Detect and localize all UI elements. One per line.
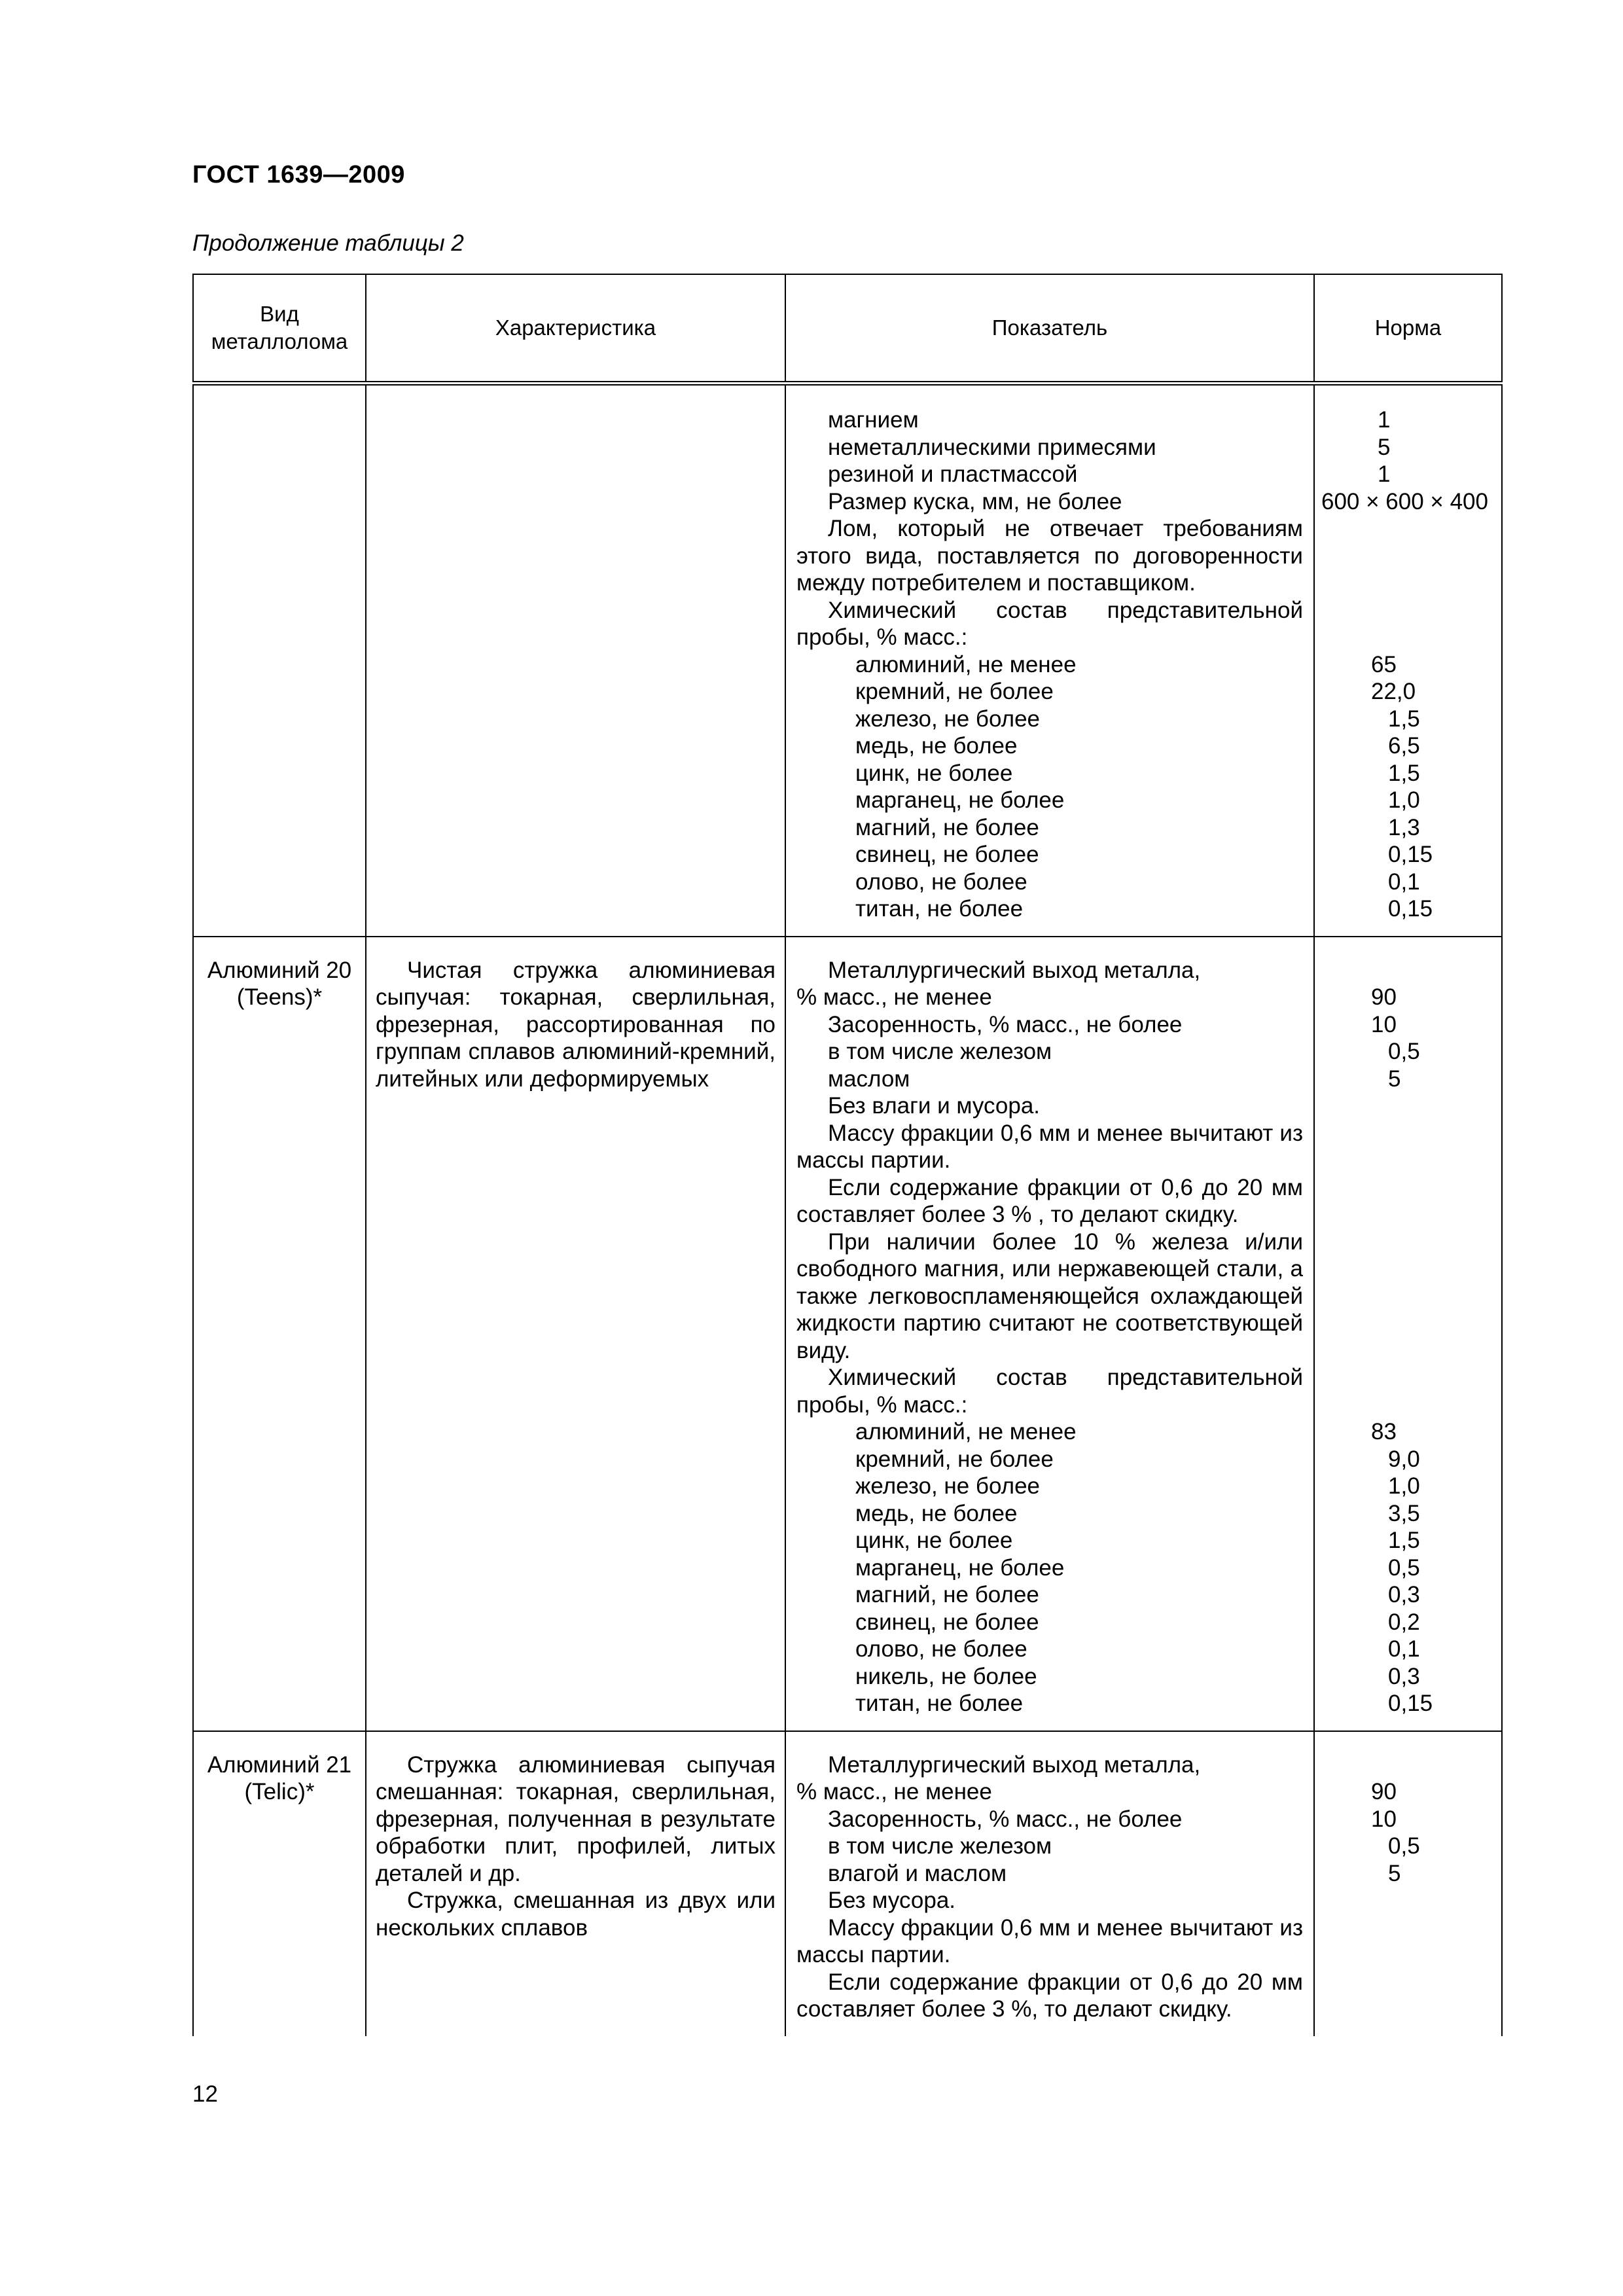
- norm-value: 90: [1371, 1779, 1397, 1804]
- scrap-type-code: (Teens)*: [236, 984, 323, 1010]
- table-header-row: [193, 274, 1502, 384]
- norm-value: 1,5: [1388, 1528, 1420, 1553]
- indicator-line: Металлургический выход металла,: [828, 1751, 1201, 1778]
- indicator-paragraph: Если содержание фракции от 0,6 до 20 мм составляет более 3 %, то делают скидку.: [796, 1969, 1303, 2022]
- norm-cell: [1314, 384, 1502, 937]
- indicator-line: железо, не более: [855, 706, 1041, 732]
- norm-value: 1,5: [1388, 706, 1420, 732]
- indicator-line: алюминий, не менее: [855, 651, 1077, 677]
- document-header: ГОСТ 1639—2009: [192, 161, 405, 188]
- norm-value: 0,5: [1388, 1833, 1420, 1859]
- norm-value: 0,3: [1388, 1582, 1420, 1607]
- norm-value: 0,1: [1388, 869, 1420, 895]
- indicator-line: в том числе железом: [828, 1833, 1052, 1859]
- indicator-line: магний, не более: [855, 814, 1039, 840]
- norm-value: 90: [1371, 984, 1397, 1010]
- norm-value: 22,0: [1371, 679, 1416, 704]
- column-header-type: Вид металлолома: [193, 274, 366, 384]
- indicator-cell: [785, 937, 1314, 1731]
- indicator-line: маслом: [828, 1066, 910, 1092]
- indicator-paragraph: Массу фракции 0,6 мм и менее вычитают из массы партии.: [796, 1120, 1303, 1173]
- indicator-line: % масс., не менее: [796, 984, 992, 1010]
- indicator-line: Без влаги и мусора.: [828, 1093, 1041, 1119]
- scrap-type-name: Алюминий 21: [207, 1751, 352, 1778]
- norm-value: 1,3: [1388, 814, 1420, 840]
- indicator-line: % масс., не менее: [796, 1779, 992, 1804]
- table-row: [193, 384, 1502, 937]
- norm-value: 1: [1378, 407, 1391, 433]
- indicator-line: марганец, не более: [855, 1554, 1065, 1581]
- norm-value: 10: [1371, 1806, 1397, 1832]
- page-number: 12: [192, 2081, 218, 2107]
- scrap-type-code: (Telic)*: [244, 1779, 315, 1804]
- column-header-characteristic: Характеристика: [366, 274, 785, 384]
- column-header-indicator: Показатель: [785, 274, 1314, 384]
- norm-value: 5: [1378, 434, 1391, 460]
- norm-value: 9,0: [1388, 1446, 1420, 1472]
- norm-value: 1: [1378, 461, 1391, 487]
- indicator-line: никель, не более: [855, 1663, 1037, 1689]
- specification-table: [192, 274, 1503, 2036]
- characteristic-text: Стружка алюминиевая сыпучая смешанная: токарная, сверлильная, фрезерная, полученная в результате обработки плит, профилей, литых деталей и др.: [376, 1751, 776, 1886]
- indicator-line: в том числе железом: [828, 1039, 1052, 1064]
- indicator-line: Без мусора.: [828, 1888, 956, 1913]
- column-header-norm: Норма: [1314, 274, 1502, 384]
- norm-value: 0,15: [1388, 1691, 1433, 1716]
- indicator-line: свинец, не более: [855, 842, 1039, 867]
- indicator-line: медь, не более: [855, 733, 1018, 759]
- indicator-line: неметаллическими примесями: [828, 434, 1156, 460]
- indicator-paragraph: Химический состав представительной пробы, % масс.:: [796, 597, 1303, 650]
- table-row: [193, 1731, 1502, 2036]
- characteristic-text: Стружка, смешанная из двух или нескольких сплавов: [376, 1888, 776, 1941]
- norm-value: 1,0: [1388, 787, 1420, 813]
- indicator-paragraph: Если содержание фракции от 0,6 до 20 мм составляет более 3 % , то делают скидку.: [796, 1174, 1303, 1227]
- norm-value: 5: [1388, 1066, 1401, 1092]
- indicator-paragraph: При наличии более 10 % железа и/или свободного магния, или нержавеющей стали, а также легковоспламеняющейся охлаждающей жидкости партию считают не соответствующей виду.: [796, 1229, 1303, 1363]
- indicator-paragraph: Массу фракции 0,6 мм и менее вычитают из массы партии.: [796, 1914, 1303, 1967]
- norm-value: 0,5: [1388, 1039, 1420, 1064]
- indicator-line: кремний, не более: [855, 679, 1054, 704]
- norm-value: 0,5: [1388, 1554, 1420, 1581]
- indicator-line: олово, не более: [855, 1636, 1027, 1662]
- indicator-line: Засоренность, % масс., не более: [828, 1011, 1183, 1037]
- indicator-line: железо, не более: [855, 1473, 1041, 1499]
- indicator-line: магнием: [828, 407, 919, 433]
- table-row: [193, 937, 1502, 1731]
- indicator-line: медь, не более: [855, 1500, 1018, 1526]
- norm-value: 83: [1371, 1419, 1397, 1444]
- indicator-cell: [785, 1731, 1314, 2036]
- indicator-line: Размер куска, мм, не более: [828, 488, 1122, 514]
- characteristic-cell: [366, 384, 785, 937]
- norm-value: 10: [1371, 1011, 1397, 1037]
- scrap-type-name: Алюминий 20: [207, 957, 352, 983]
- norm-cell: [1314, 1731, 1502, 2036]
- indicator-line: алюминий, не менее: [855, 1419, 1077, 1444]
- indicator-cell: [785, 384, 1314, 937]
- norm-value: 3,5: [1388, 1500, 1420, 1526]
- norm-value: 1,0: [1388, 1473, 1420, 1499]
- indicator-line: Засоренность, % масс., не более: [828, 1806, 1183, 1832]
- indicator-paragraph: Химический состав представительной пробы, % масс.:: [796, 1365, 1303, 1418]
- indicator-line: кремний, не более: [855, 1446, 1054, 1472]
- characteristic-cell: [366, 937, 785, 1731]
- indicator-line: цинк, не более: [855, 1528, 1013, 1553]
- scrap-type-cell: [193, 1731, 366, 2036]
- norm-value: 0,15: [1388, 896, 1433, 922]
- indicator-line: резиной и пластмассой: [828, 461, 1078, 487]
- characteristic-text: Чистая стружка алюминиевая сыпучая: токарная, сверлильная, фрезерная, рассортированная по группам сплавов алюминий-кремний, литейных или деформируемых: [376, 957, 776, 1092]
- indicator-line: магний, не более: [855, 1582, 1039, 1607]
- indicator-paragraph: Лом, который не отвечает требованиям этого вида, поставляется по договоренности между потребителем и поставщиком.: [796, 516, 1303, 596]
- indicator-line: Металлургический выход металла,: [828, 957, 1201, 983]
- indicator-line: свинец, не более: [855, 1609, 1039, 1635]
- norm-value: 0,2: [1388, 1609, 1420, 1635]
- indicator-line: марганец, не более: [855, 787, 1065, 813]
- indicator-line: влагой и маслом: [828, 1860, 1007, 1886]
- scrap-type-cell: [193, 937, 366, 1731]
- norm-value: 65: [1371, 651, 1397, 677]
- indicator-line: цинк, не более: [855, 760, 1013, 786]
- characteristic-cell: [366, 1731, 785, 2036]
- norm-value: 1,5: [1388, 760, 1420, 786]
- indicator-line: титан, не более: [855, 896, 1024, 922]
- norm-cell: [1314, 937, 1502, 1731]
- indicator-line: титан, не более: [855, 1691, 1024, 1716]
- indicator-line: олово, не более: [855, 869, 1027, 895]
- norm-value: 0,3: [1388, 1663, 1420, 1689]
- norm-value: 0,15: [1388, 842, 1433, 867]
- table-caption: Продолжение таблицы 2: [192, 230, 464, 256]
- scrap-type-cell: [193, 384, 366, 937]
- norm-value: 0,1: [1388, 1636, 1420, 1662]
- norm-value: 5: [1388, 1860, 1401, 1886]
- norm-value: 600 × 600 × 400: [1321, 488, 1488, 514]
- norm-value: 6,5: [1388, 733, 1420, 759]
